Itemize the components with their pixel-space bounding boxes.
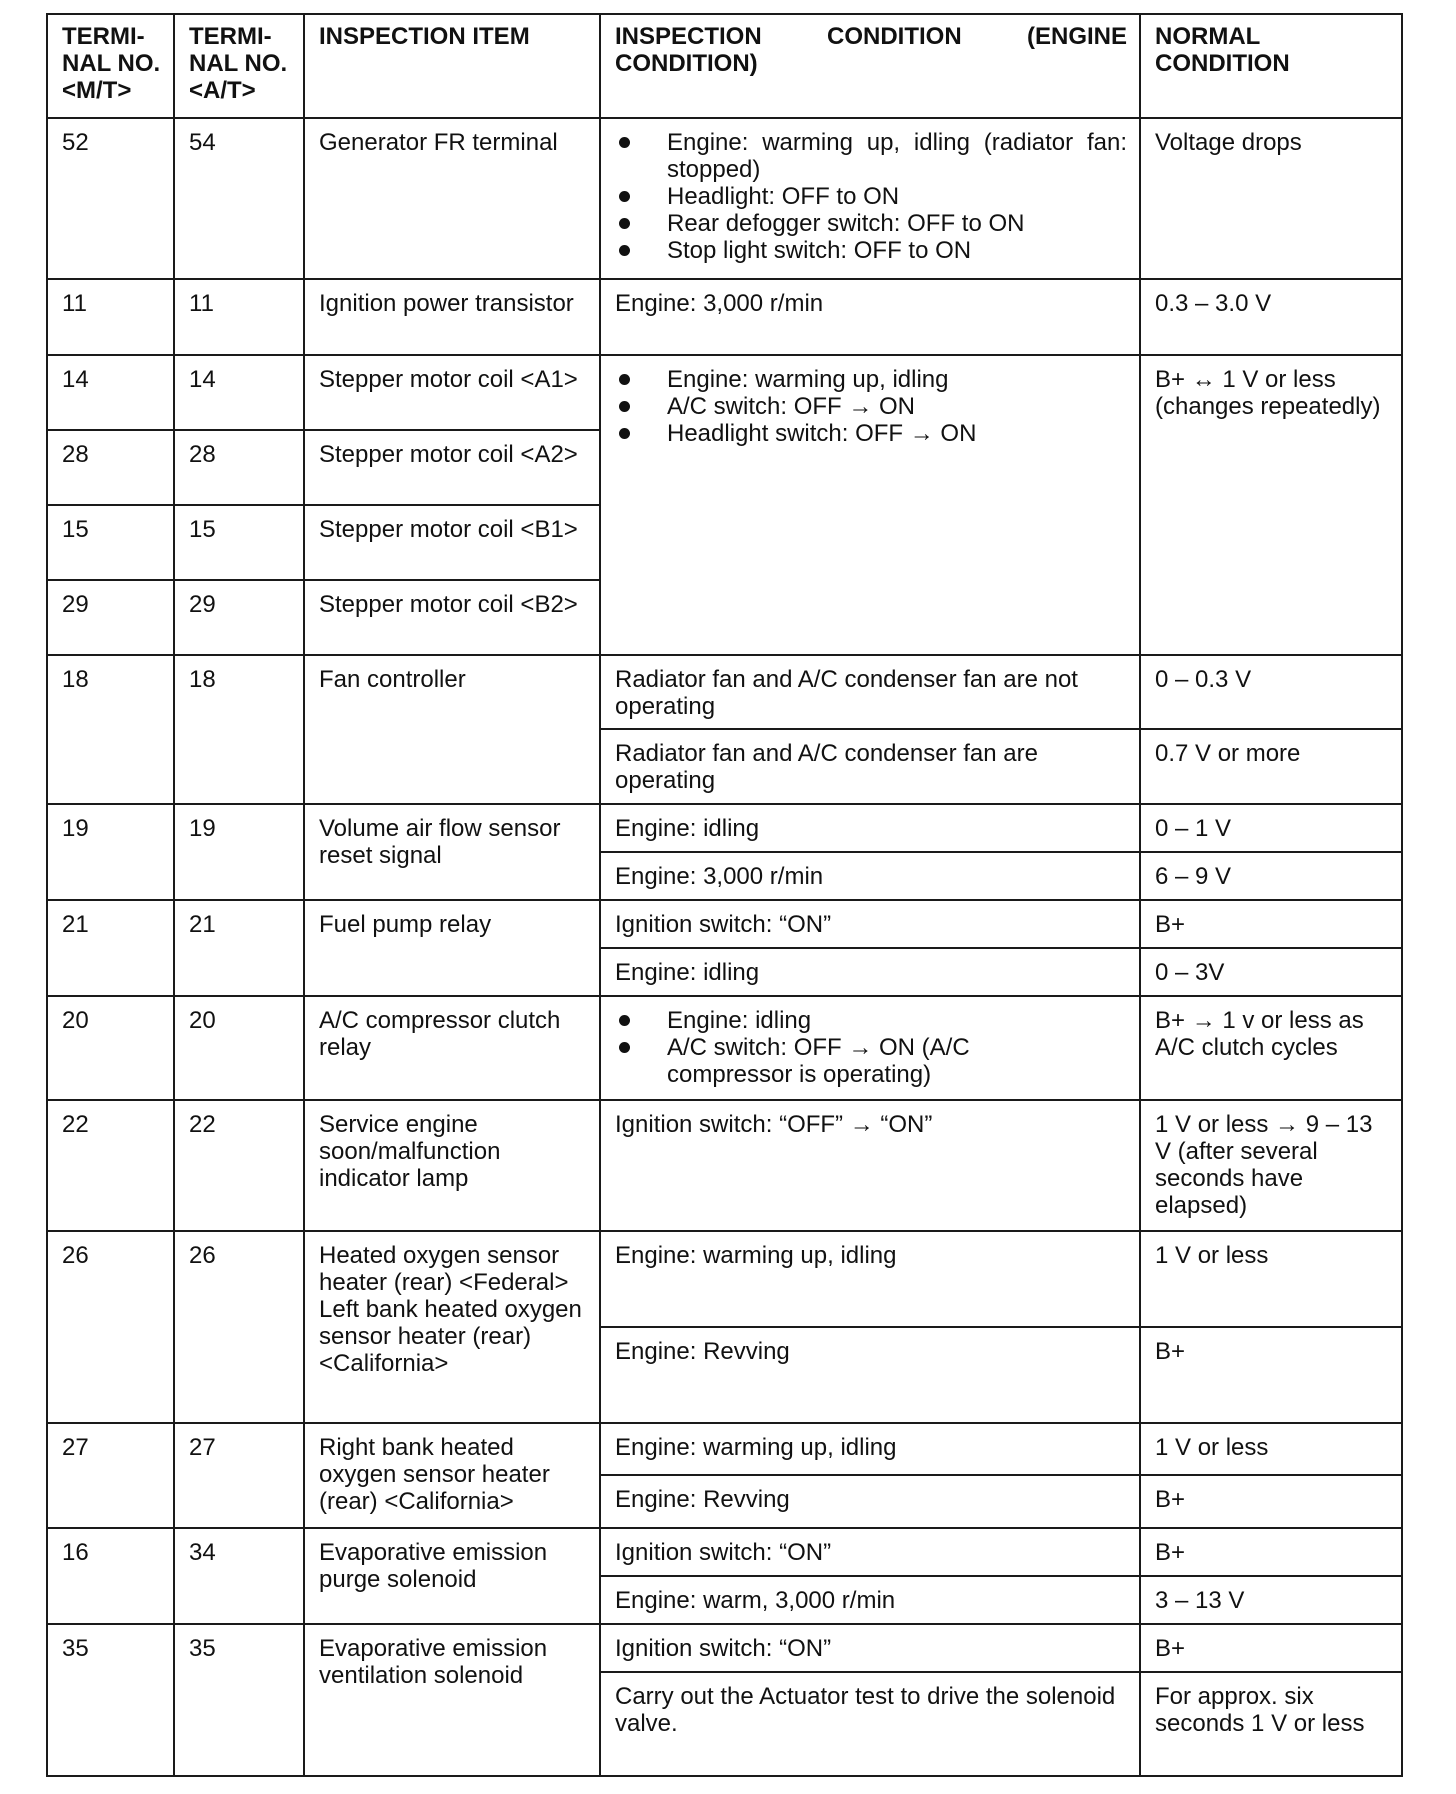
header-inspection-item: INSPECTION ITEM [304,14,600,118]
inspection-item: Volume air flow sensor reset signal [304,804,600,900]
table-row [47,1528,1402,1576]
inspection-item: Ignition power transistor [304,279,600,355]
inspection-item: Right bank heated oxygen sensor heater (rear) <California> [304,1423,600,1528]
terminal-mt: 26 [47,1231,174,1423]
condition-bullet: A/C switch: OFF → ON [615,393,1127,420]
terminal-at: 28 [174,430,304,505]
terminal-at: 18 [174,655,304,804]
inspection-item: A/C compressor clutch relay [304,996,600,1100]
inspection-condition: Radiator fan and A/C condenser fan are not operating [600,655,1140,729]
inspection-condition: Engine: warming up, idling [600,1423,1140,1475]
table-row [47,118,1402,279]
terminal-mt: 16 [47,1528,174,1624]
table-row [47,804,1402,852]
terminal-at: 11 [174,279,304,355]
condition-bullet: Headlight: OFF to ON [615,183,1127,210]
terminal-mt: 22 [47,1100,174,1231]
table-row [47,1624,1402,1672]
terminal-at: 21 [174,900,304,996]
terminal-mt: 14 [47,355,174,430]
inspection-item [304,1231,600,1423]
normal-condition: 1 V or less [1140,1231,1402,1327]
normal-condition: 0 – 1 V [1140,804,1402,852]
inspection-condition: Carry out the Actuator test to drive the solenoid valve. [600,1672,1140,1776]
terminal-at: 26 [174,1231,304,1423]
inspection-item: Stepper motor coil <A1> [304,355,600,430]
terminal-mt: 27 [47,1423,174,1528]
terminal-at: 14 [174,355,304,430]
normal-condition: 1 V or less [1140,1423,1402,1475]
table-row [47,279,1402,355]
terminal-at: 35 [174,1624,304,1776]
inspection-condition: Ignition switch: “ON” [600,1624,1140,1672]
inspection-condition: Engine: Revving [600,1475,1140,1528]
terminal-at: 29 [174,580,304,655]
terminal-mt: 11 [47,279,174,355]
terminal-at: 22 [174,1100,304,1231]
normal-condition: 0 – 3V [1140,948,1402,996]
terminal-at: 19 [174,804,304,900]
normal-condition: B+ [1140,900,1402,948]
normal-condition: 1 V or less → 9 – 13 V (after several seconds have elapsed) [1140,1100,1402,1231]
inspection-condition: Engine: 3,000 r/min [600,279,1140,355]
normal-condition: B+ [1140,1624,1402,1672]
inspection-condition [600,996,1140,1100]
table-row [47,1423,1402,1475]
table-row [47,355,1402,430]
normal-condition: B+ ↔ 1 V or less (changes repeatedly) [1140,355,1402,655]
terminal-mt: 52 [47,118,174,279]
normal-condition: 3 – 13 V [1140,1576,1402,1624]
terminal-mt: 35 [47,1624,174,1776]
normal-condition: 6 – 9 V [1140,852,1402,900]
terminal-mt: 15 [47,505,174,580]
inspection-item: Fan controller [304,655,600,804]
inspection-condition: Ignition switch: “OFF” → “ON” [600,1100,1140,1231]
inspection-condition: Engine: idling [600,948,1140,996]
inspection-item-federal: Heated oxygen sensor heater (rear) <Federal> [319,1242,569,1296]
terminal-mt: 18 [47,655,174,804]
table-row [47,996,1402,1100]
inspection-item: Fuel pump relay [304,900,600,996]
table-row [47,1100,1402,1231]
normal-condition: 0.3 – 3.0 V [1140,279,1402,355]
terminal-at: 15 [174,505,304,580]
inspection-item: Stepper motor coil <A2> [304,430,600,505]
table-row [47,655,1402,729]
terminal-at: 34 [174,1528,304,1624]
header-normal-condition: NORMAL CONDITION [1140,14,1402,118]
inspection-condition: Engine: 3,000 r/min [600,852,1140,900]
normal-condition: Voltage drops [1140,118,1402,279]
inspection-item: Evaporative emission ventilation solenoid [304,1624,600,1776]
terminal-mt: 20 [47,996,174,1100]
terminal-mt: 28 [47,430,174,505]
inspection-item: Service engine soon/malfunction indicator lamp [304,1100,600,1231]
inspection-condition: Radiator fan and A/C condenser fan are operating [600,729,1140,804]
header-terminal-mt: TERMI-NAL NO. <M/T> [47,14,174,118]
inspection-condition: Engine: warming up, idling [600,1231,1140,1327]
normal-condition: B+ [1140,1475,1402,1528]
header-inspection-condition: INSPECTION CONDITION (ENGINE CONDITION) [600,14,1140,118]
terminal-mt: 21 [47,900,174,996]
header-row [47,14,1402,118]
normal-condition: 0.7 V or more [1140,729,1402,804]
inspection-condition: Engine: idling [600,804,1140,852]
inspection-condition: Ignition switch: “ON” [600,1528,1140,1576]
inspection-table [46,13,1403,1777]
normal-condition: For approx. six seconds 1 V or less [1140,1672,1402,1776]
terminal-at: 54 [174,118,304,279]
inspection-condition [600,118,1140,279]
terminal-at: 20 [174,996,304,1100]
inspection-item: Stepper motor coil <B2> [304,580,600,655]
condition-bullet: Engine: warming up, idling [615,366,1127,393]
condition-bullet: Headlight switch: OFF → ON [615,420,1127,447]
inspection-item-california: Left bank heated oxygen sensor heater (rear) <California> [319,1296,582,1377]
terminal-mt: 29 [47,580,174,655]
inspection-item: Stepper motor coil <B1> [304,505,600,580]
inspection-condition: Ignition switch: “ON” [600,900,1140,948]
normal-condition: B+ [1140,1528,1402,1576]
inspection-condition [600,355,1140,655]
inspection-item: Evaporative emission purge solenoid [304,1528,600,1624]
inspection-condition: Engine: Revving [600,1327,1140,1423]
normal-condition: B+ [1140,1327,1402,1423]
terminal-at: 27 [174,1423,304,1528]
inspection-condition: Engine: warm, 3,000 r/min [600,1576,1140,1624]
header-terminal-at: TERMI-NAL NO. <A/T> [174,14,304,118]
condition-bullet: A/C switch: OFF → ON (A/C compressor is operating) [615,1034,1047,1088]
normal-condition: 0 – 0.3 V [1140,655,1402,729]
condition-bullet: Rear defogger switch: OFF to ON [615,210,1127,237]
inspection-item: Generator FR terminal [304,118,600,279]
table-row [47,1231,1402,1327]
condition-bullet: Stop light switch: OFF to ON [615,237,1127,264]
condition-bullet: Engine: warming up, idling (radiator fan: stopped) [615,129,1127,183]
normal-condition: B+ → 1 v or less as A/C clutch cycles [1140,996,1402,1100]
table-row [47,900,1402,948]
condition-bullet: Engine: idling [615,1007,1127,1034]
terminal-mt: 19 [47,804,174,900]
